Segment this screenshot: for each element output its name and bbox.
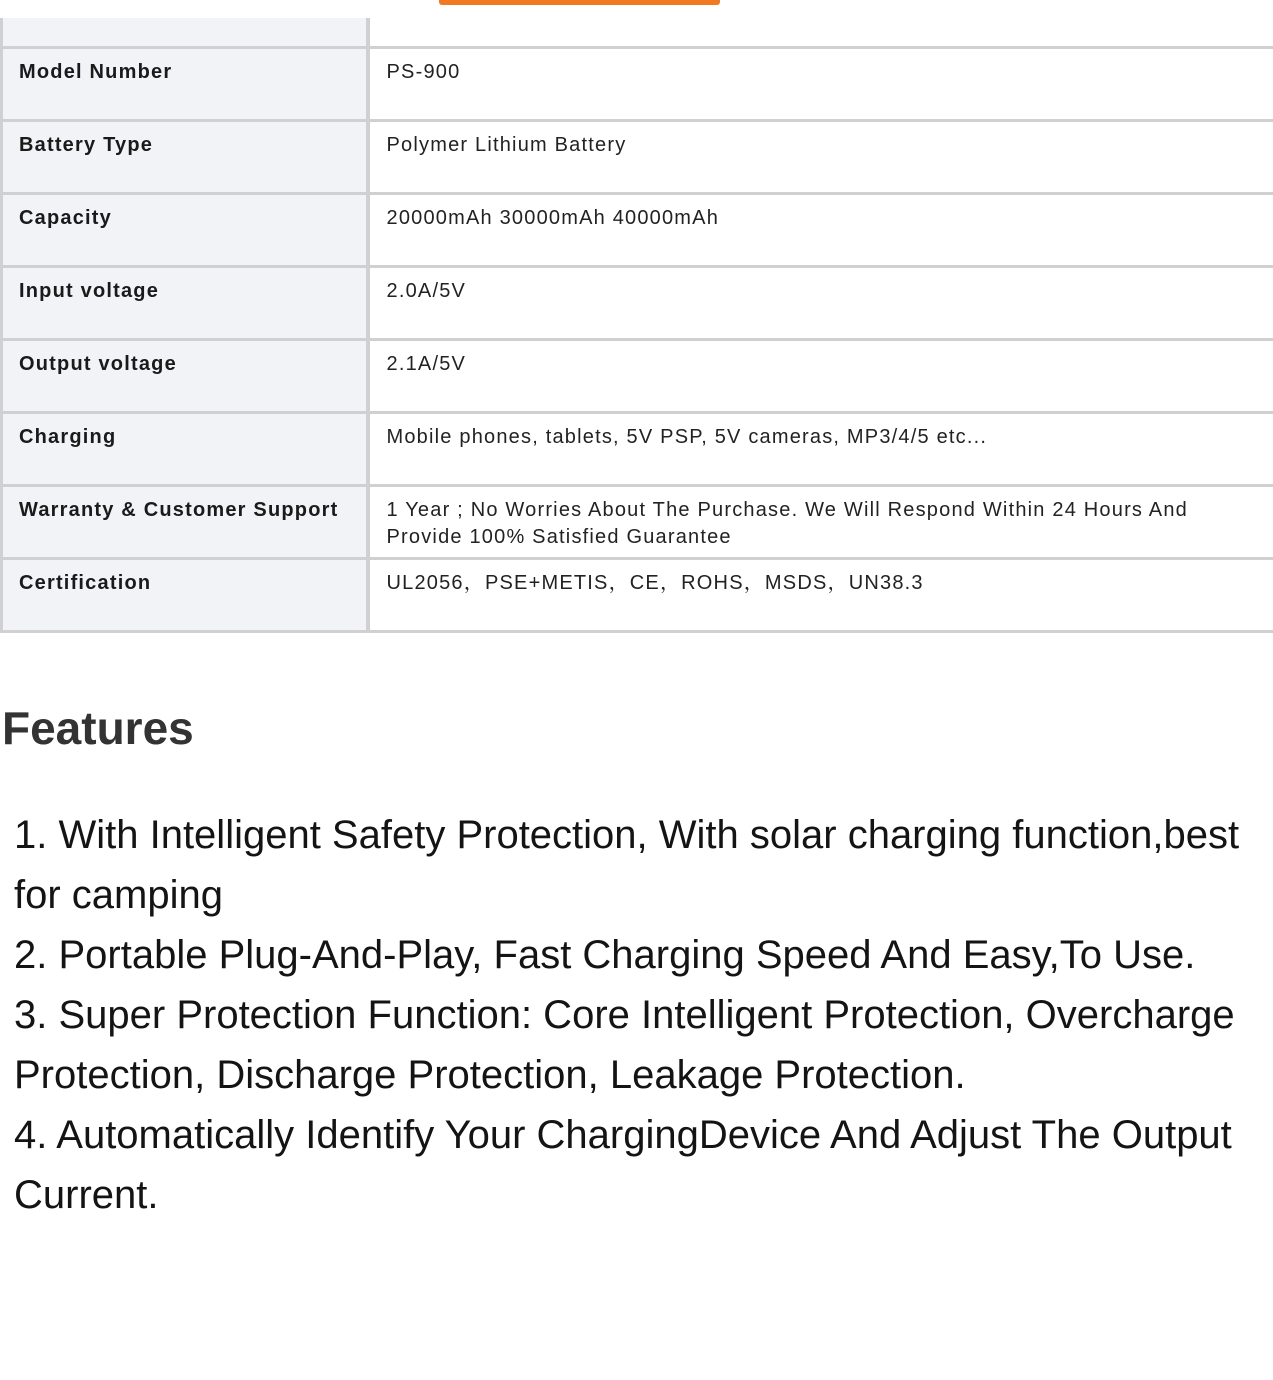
spec-key-cell bbox=[2, 121, 368, 194]
spec-value-model-number: PS-900 bbox=[386, 61, 461, 83]
spec-value-cell bbox=[368, 194, 1273, 267]
spec-key-cell bbox=[2, 340, 368, 413]
feature-item: 3. Super Protection Function: Core Intelligent Protection, Overcharge Protection, Discharge Protection, Leakage Protection. bbox=[14, 993, 1235, 1097]
spec-value-battery-type: Polymer Lithium Battery bbox=[386, 134, 627, 156]
spec-value-cell bbox=[368, 340, 1273, 413]
spec-key-charging: Charging bbox=[19, 426, 117, 448]
spec-value-cell bbox=[368, 121, 1273, 194]
table-row bbox=[2, 48, 1273, 121]
spec-key-cell bbox=[2, 18, 368, 48]
table-row bbox=[2, 486, 1273, 559]
table-row-partial bbox=[2, 18, 1273, 48]
spec-value-cell bbox=[368, 413, 1273, 486]
table-row bbox=[2, 121, 1273, 194]
spec-value-capacity: 20000mAh 30000mAh 40000mAh bbox=[386, 207, 720, 229]
spec-value-certification: UL2056，PSE+METIS，CE，ROHS，MSDS，UN38.3 bbox=[386, 572, 924, 594]
feature-item: 2. Portable Plug-And-Play, Fast Charging Speed And Easy,To Use. bbox=[14, 933, 1196, 977]
spec-key-certification: Certification bbox=[19, 572, 152, 594]
spec-value-cell bbox=[368, 48, 1273, 121]
spec-value-cell bbox=[368, 486, 1273, 559]
spec-key-cell bbox=[2, 559, 368, 632]
spec-value-cell bbox=[368, 267, 1273, 340]
features-heading: Features bbox=[2, 702, 194, 754]
spec-key-model-number: Model Number bbox=[19, 61, 173, 83]
table-row bbox=[2, 340, 1273, 413]
table-row bbox=[2, 194, 1273, 267]
spec-key-capacity: Capacity bbox=[19, 207, 112, 229]
spec-key-battery-type: Battery Type bbox=[19, 134, 154, 156]
table-row bbox=[2, 267, 1273, 340]
spec-key-cell bbox=[2, 48, 368, 121]
active-tab-indicator bbox=[439, 0, 720, 5]
spec-key-cell bbox=[2, 267, 368, 340]
spec-value-cell bbox=[368, 559, 1273, 632]
spec-table bbox=[0, 18, 1273, 633]
spec-value-output-voltage: 2.1A/5V bbox=[386, 353, 467, 375]
spec-key-cell bbox=[2, 486, 368, 559]
feature-item: 1. With Intelligent Safety Protection, With solar charging function,best for camping bbox=[14, 813, 1240, 917]
table-row bbox=[2, 413, 1273, 486]
spec-key-warranty: Warranty & Customer Support bbox=[19, 499, 339, 521]
spec-value-input-voltage: 2.0A/5V bbox=[386, 280, 467, 302]
spec-value-cell bbox=[368, 18, 1273, 48]
spec-key-output-voltage: Output voltage bbox=[19, 353, 177, 375]
spec-key-cell bbox=[2, 413, 368, 486]
spec-value-charging: Mobile phones, tablets, 5V PSP, 5V cameras, MP3/4/5 etc... bbox=[386, 426, 988, 448]
feature-item: 4. Automatically Identify Your ChargingDevice And Adjust The Output Current. bbox=[14, 1113, 1232, 1217]
features-list bbox=[14, 805, 1259, 1225]
spec-value-warranty: 1 Year ; No Worries About The Purchase. We Will Respond Within 24 Hours And Provide 100% Satisfied Guarantee bbox=[386, 499, 1188, 548]
table-row bbox=[2, 559, 1273, 632]
top-tab-strip bbox=[0, 0, 1273, 19]
spec-key-cell bbox=[2, 194, 368, 267]
spec-key-input-voltage: Input voltage bbox=[19, 280, 160, 302]
